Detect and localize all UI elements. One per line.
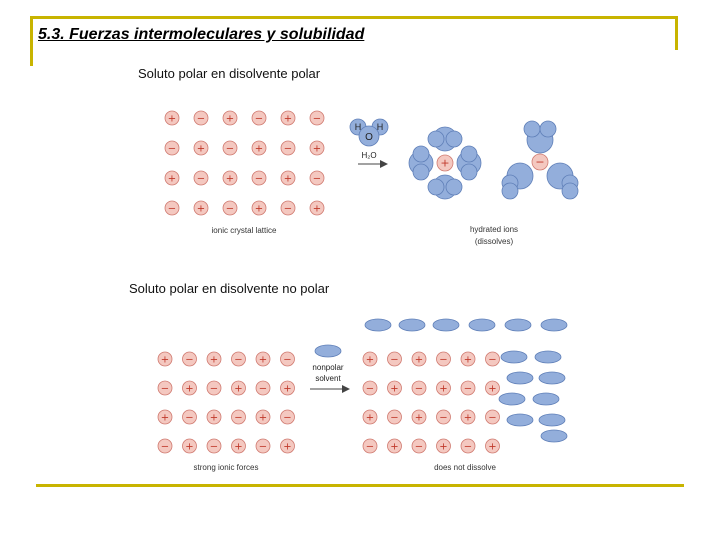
minus-symbol: − — [258, 383, 268, 395]
water-hydrogen — [461, 146, 477, 162]
minus-symbol: − — [258, 441, 268, 453]
cation-ion — [223, 111, 237, 125]
strong-forces-label: strong ionic forces — [193, 463, 259, 472]
cation-ion — [256, 352, 270, 366]
anion-ion — [363, 381, 377, 395]
anion-ion — [281, 141, 295, 155]
plus-symbol: + — [160, 354, 170, 366]
anion-ion — [486, 352, 500, 366]
plus-symbol: + — [463, 412, 473, 424]
water-molecule — [350, 119, 388, 146]
plus-symbol: + — [185, 441, 194, 453]
minus-symbol: − — [283, 354, 292, 366]
cation-ion — [388, 381, 402, 395]
cation-ion — [223, 171, 237, 185]
cation-ion — [437, 381, 451, 395]
anion-ion — [158, 381, 172, 395]
minus-symbol: − — [254, 173, 264, 185]
plus-symbol: + — [209, 412, 219, 424]
plus-symbol: + — [440, 156, 450, 170]
solvent-molecule — [365, 319, 391, 331]
anion-ion — [310, 171, 324, 185]
solvent-molecule — [541, 430, 567, 442]
solvent-molecule — [505, 319, 531, 331]
water-hydrogen — [524, 121, 540, 137]
anion-ion — [461, 381, 475, 395]
solvent-molecule — [541, 319, 567, 331]
water-hydrogen — [446, 131, 462, 147]
cation-ion — [252, 141, 266, 155]
anion-ion — [232, 352, 246, 366]
cation-ion — [412, 352, 426, 366]
minus-symbol: − — [312, 173, 322, 185]
minus-symbol: − — [254, 113, 264, 125]
cation-ion — [281, 171, 295, 185]
nonpolar-solvent-molecule — [315, 345, 341, 357]
water-hydrogen — [562, 183, 578, 199]
anion-ion — [256, 439, 270, 453]
solvent-molecule — [535, 351, 561, 363]
minus-symbol: − — [488, 354, 497, 366]
minus-symbol: − — [196, 173, 206, 185]
anion-ion — [207, 381, 221, 395]
hydrated-label-line2: (dissolves) — [474, 237, 514, 246]
cation-ion — [232, 439, 246, 453]
cation-ion — [388, 439, 402, 453]
plus-symbol: + — [414, 412, 424, 424]
plus-symbol: + — [185, 383, 194, 395]
plus-symbol: + — [209, 354, 219, 366]
solvent-molecule — [501, 351, 527, 363]
solvent-molecule — [433, 319, 459, 331]
solvent-molecule — [507, 414, 533, 426]
anion-ion — [256, 381, 270, 395]
anion-ion — [281, 352, 295, 366]
anion-ion — [223, 201, 237, 215]
plus-symbol: + — [196, 203, 206, 215]
minus-symbol: − — [234, 412, 243, 424]
minus-symbol: − — [365, 441, 375, 453]
solvent-molecule — [507, 372, 533, 384]
cation-ion — [310, 141, 324, 155]
anion-ion — [183, 352, 197, 366]
anion-ion — [388, 410, 402, 424]
plus-symbol: + — [225, 113, 235, 125]
cation-ion — [281, 439, 295, 453]
plus-symbol: + — [258, 354, 268, 366]
plus-symbol: + — [390, 383, 399, 395]
plus-symbol: + — [463, 354, 473, 366]
plus-symbol: + — [283, 173, 293, 185]
plus-symbol: + — [225, 173, 235, 185]
cation-ion — [183, 439, 197, 453]
minus-symbol: − — [185, 412, 194, 424]
cation-ion — [183, 381, 197, 395]
anion-ion — [486, 410, 500, 424]
anion-ion — [310, 111, 324, 125]
minus-symbol: − — [414, 383, 424, 395]
cation-ion — [363, 410, 377, 424]
cation-ion — [281, 381, 295, 395]
hydrated-label-line1: hydrated ions — [469, 225, 519, 234]
cation-ion — [412, 410, 426, 424]
plus-symbol: + — [414, 354, 424, 366]
anion-ion — [252, 171, 266, 185]
ionic-crystal-lattice — [165, 111, 324, 215]
cation-ion — [363, 352, 377, 366]
heading-polar-solvent: Soluto polar en disolvente polar — [138, 66, 321, 81]
cation-ion — [437, 155, 453, 171]
lattice-label: ionic crystal lattice — [211, 226, 277, 235]
cation-ion — [194, 201, 208, 215]
water-h-left: H — [354, 122, 362, 132]
anion-ion — [158, 439, 172, 453]
hydrated-cation-cluster — [409, 127, 481, 199]
plus-symbol: + — [196, 143, 206, 155]
plus-symbol: + — [365, 354, 375, 366]
anion-ion — [207, 439, 221, 453]
minus-symbol: − — [209, 383, 219, 395]
cation-ion — [207, 352, 221, 366]
cation-ion — [165, 171, 179, 185]
plus-symbol: + — [167, 173, 177, 185]
water-hydrogen — [428, 179, 444, 195]
plus-symbol: + — [283, 383, 292, 395]
water-hydrogen — [540, 121, 556, 137]
heading-nonpolar-solvent: Soluto polar en disolvente no polar — [129, 281, 330, 296]
anion-ion — [388, 352, 402, 366]
water-h-right: H — [376, 122, 384, 132]
minus-symbol: − — [160, 383, 170, 395]
cation-ion — [486, 381, 500, 395]
plus-symbol: + — [234, 383, 243, 395]
plus-symbol: + — [488, 441, 497, 453]
cation-ion — [165, 111, 179, 125]
nonpolar-label-line1: nonpolar — [312, 363, 344, 372]
anion-ion — [165, 141, 179, 155]
nonpolar-label-line2: solvent — [315, 374, 341, 383]
cation-ion — [486, 439, 500, 453]
anion-ion — [165, 201, 179, 215]
minus-symbol: − — [225, 203, 235, 215]
minus-symbol: − — [463, 441, 473, 453]
minus-symbol: − — [535, 155, 545, 169]
strong-ionic-lattice — [158, 352, 295, 453]
anion-ion — [194, 171, 208, 185]
not-dissolve-label: does not dissolve — [434, 463, 496, 472]
plus-symbol: + — [234, 441, 243, 453]
minus-symbol: − — [390, 354, 399, 366]
solvent-molecule — [499, 393, 525, 405]
plus-symbol: + — [312, 143, 322, 155]
minus-symbol: − — [209, 441, 219, 453]
plus-symbol: + — [283, 441, 292, 453]
anion-ion — [183, 410, 197, 424]
plus-symbol: + — [254, 203, 264, 215]
plus-symbol: + — [254, 143, 264, 155]
solvent-molecule — [539, 414, 565, 426]
water-hydrogen — [461, 164, 477, 180]
cation-ion — [281, 111, 295, 125]
anion-ion — [281, 201, 295, 215]
water-hydrogen — [502, 183, 518, 199]
minus-symbol: − — [414, 441, 424, 453]
plus-symbol: + — [488, 383, 497, 395]
plus-symbol: + — [283, 113, 293, 125]
minus-symbol: − — [283, 203, 293, 215]
plus-symbol: + — [439, 383, 448, 395]
anion-ion — [437, 410, 451, 424]
anion-ion — [232, 410, 246, 424]
minus-symbol: − — [283, 143, 293, 155]
plus-symbol: + — [439, 441, 448, 453]
undissolved-lattice — [363, 352, 500, 453]
plus-symbol: + — [312, 203, 322, 215]
anion-ion — [412, 381, 426, 395]
cation-ion — [194, 141, 208, 155]
minus-symbol: − — [225, 143, 235, 155]
cation-ion — [232, 381, 246, 395]
plus-symbol: + — [167, 113, 177, 125]
solvent-molecule — [533, 393, 559, 405]
anion-ion — [363, 439, 377, 453]
anion-ion — [281, 410, 295, 424]
minus-symbol: − — [439, 412, 448, 424]
minus-symbol: − — [365, 383, 375, 395]
minus-symbol: − — [283, 412, 292, 424]
water-label: H₂O — [361, 151, 377, 160]
plus-symbol: + — [390, 441, 399, 453]
minus-symbol: − — [390, 412, 399, 424]
minus-symbol: − — [196, 113, 206, 125]
minus-symbol: − — [312, 113, 322, 125]
water-hydrogen — [413, 164, 429, 180]
minus-symbol: − — [488, 412, 497, 424]
minus-symbol: − — [167, 203, 177, 215]
minus-symbol: − — [160, 441, 170, 453]
anion-ion — [437, 352, 451, 366]
minus-symbol: − — [463, 383, 473, 395]
plus-symbol: + — [365, 412, 375, 424]
cation-ion — [461, 410, 475, 424]
cation-ion — [207, 410, 221, 424]
plus-symbol: + — [160, 412, 170, 424]
solvent-molecule — [469, 319, 495, 331]
water-hydrogen — [428, 131, 444, 147]
cation-ion — [158, 352, 172, 366]
anion-ion — [412, 439, 426, 453]
cation-ion — [310, 201, 324, 215]
minus-symbol: − — [185, 354, 194, 366]
anion-ion — [532, 154, 548, 170]
anion-ion — [194, 111, 208, 125]
solvent-molecule — [539, 372, 565, 384]
cation-ion — [256, 410, 270, 424]
hydrated-anion-cluster — [502, 121, 578, 199]
minus-symbol: − — [439, 354, 448, 366]
water-o: O — [365, 132, 373, 143]
water-hydrogen — [413, 146, 429, 162]
anion-ion — [252, 111, 266, 125]
slide-title: 5.3. Fuerzas intermoleculares y solubilidad — [38, 26, 365, 43]
anion-ion — [461, 439, 475, 453]
cation-ion — [158, 410, 172, 424]
cation-ion — [437, 439, 451, 453]
anion-ion — [223, 141, 237, 155]
minus-symbol: − — [167, 143, 177, 155]
plus-symbol: + — [258, 412, 268, 424]
cation-ion — [461, 352, 475, 366]
cation-ion — [252, 201, 266, 215]
solvent-molecule — [399, 319, 425, 331]
minus-symbol: − — [234, 354, 243, 366]
water-hydrogen — [446, 179, 462, 195]
